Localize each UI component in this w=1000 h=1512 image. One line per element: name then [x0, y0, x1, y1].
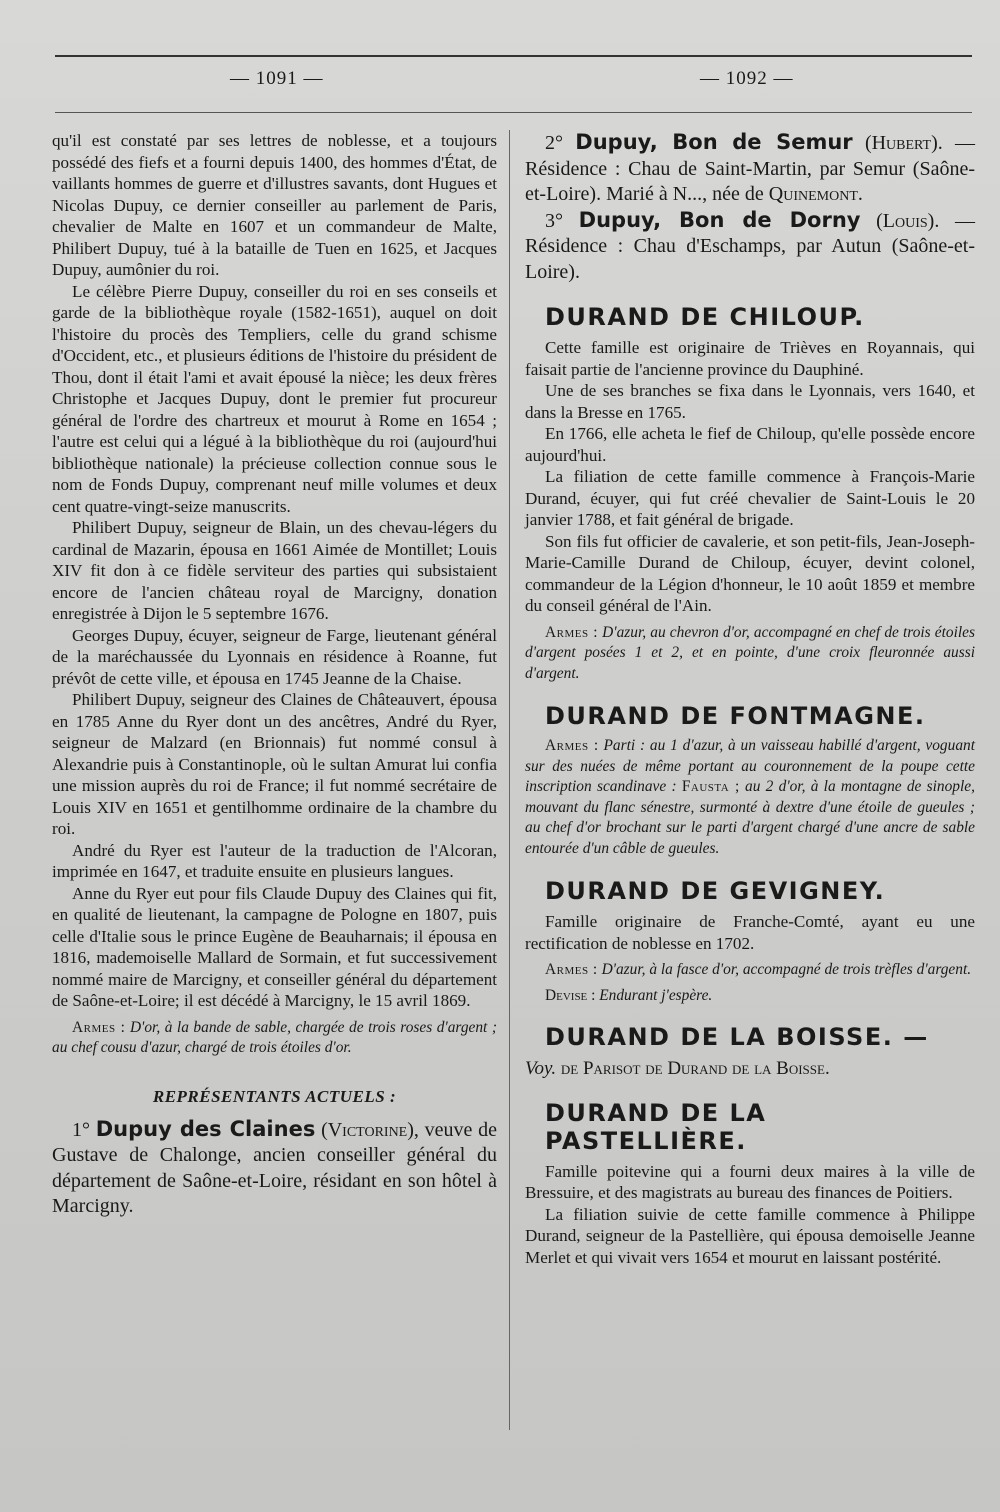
paragraph: André du Ryer est l'auteur de la traduction de l'Alcoran, imprimée en 1647, et traduite ensuite en plusieurs langues. — [52, 840, 497, 881]
section-title: DURAND DE LA BOISSE. — — [545, 1022, 929, 1051]
header-rule — [55, 112, 972, 113]
representative-entry — [525, 208, 975, 286]
motto-text: Endurant j'espère. — [599, 986, 713, 1004]
arms-text: au 2 d'or, à la montagne de sinople, mouvant du flanc sénestre, surmonté à dextre d'une étoile de gueules ; au chef d'or brochant sur le parti d'argent chargé d'une ancre de sable entourée d'un câble de gueules. — [525, 778, 975, 857]
paragraph: Georges Dupuy, écuyer, seigneur de Farge, lieutenant général de la maréchaussée du Lyonnais en résidence à Roanne, fut prévôt de cette ville, et épousa en 1745 Jeanne de la Chaise. — [52, 625, 497, 688]
representative-entry — [52, 1117, 497, 1220]
paragraph: Famille poitevine qui a fourni deux maires à la ville de Bressuire, et des magistrats au bureau des finances de Poitiers. — [525, 1161, 975, 1202]
representative-entry — [525, 130, 975, 208]
motto-label: Devise : — [545, 986, 596, 1004]
arms-text: D'or, à la bande de sable, chargée de trois roses d'argent ; au chef cousu d'azur, chargé de trois étoiles d'or. — [52, 1018, 497, 1056]
reference-text: de Parisot de Durand de la Boisse. — [560, 1057, 830, 1079]
rep-number: 1° — [72, 1118, 90, 1141]
rep-text: veuve de Gustave de Chalonge, ancien conseiller général du département de Saône-et-Loire, résidant en son hôtel à Marcigny. — [52, 1118, 498, 1217]
arms-blazon — [525, 736, 975, 859]
motto — [525, 987, 975, 1005]
paragraph: Cette famille est originaire de Trièves en Royannais, qui faisait partie de l'ancienne province du Dauphiné. — [525, 338, 975, 379]
paragraph: Le célèbre Pierre Dupuy, conseiller du roi en ses conseils et garde de la bibliothèque royale (1582-1651), auquel on doit l'histoire du procès des Templiers, celle du grand schisme d'Occident, etc., et plusieurs éditions de l'histoire du président de Thou, dont il était l'ami et avait épousé la nièce; les deux frères Christophe et Jacques Dupuy, dont le premier fut procureur général de l'ordre des chartreux et mourut à Rome en 1654 ; l'autre est celui qui a légué à la bibliothèque du roi (aujourd'hui bibliothèque nationale) la précieuse collection connue sous le nom de Fonds Dupuy, comprenant neuf mille volumes et deux cent quatre-vingt-seize manuscrits. — [52, 281, 497, 516]
paragraph: En 1766, elle acheta le fief de Chiloup, qu'elle possède encore aujourd'hui. — [525, 424, 975, 465]
arms-label: Armes : — [545, 961, 598, 978]
rep-text: Résidence : Chau d'Eschamps, par Autun (Saône-et-Loire). — [525, 235, 975, 283]
arms-blazon — [525, 960, 975, 981]
arms-blazon — [525, 623, 975, 685]
right-page-number: — 1092 — — [700, 68, 794, 89]
inscription: Fausta ; — [681, 778, 740, 795]
paragraph: Famille originaire de Franche-Comté, ayant eu une rectification de noblesse en 1702. — [525, 912, 975, 953]
paragraph: Son fils fut officier de cavalerie, et son petit-fils, Jean-Joseph-Marie-Camille Durand de Chiloup, écuyer, devint colonel, commandeur de la Légion d'honneur, le 10 août 1859 et membre du conseil général de l'Ain. — [525, 531, 975, 615]
section-title: DURAND DE FONTMAGNE. — [545, 702, 926, 730]
rep-name: Dupuy des Claines — [95, 1116, 316, 1141]
arms-label: Armes : — [545, 623, 599, 641]
arms-text: Parti : au 1 d'azur, à un vaisseau habillé d'argent, voguant sur des nuées de même portant au couronnement de la poupe cette inscription scandinave : — [525, 737, 975, 795]
right-column — [525, 130, 975, 1268]
top-rule — [55, 55, 972, 57]
rep-number: 3° — [545, 209, 563, 232]
arms-blazon — [52, 1018, 497, 1059]
rep-number: 2° — [545, 132, 563, 154]
arms-label: Armes : — [72, 1018, 126, 1036]
paragraph: La filiation suivie de cette famille commence à Philippe Durand, seigneur de la Pastellière, qui épousa demoiselle Jeanne Merlet et qui vivait vers 1654 et mourut en laissant postérité. — [525, 1204, 975, 1267]
rep-firstname: (Hubert). — — [864, 132, 976, 154]
paragraph: Philibert Dupuy, seigneur des Claines de Châteauvert, épousa en 1785 Anne du Ryer dont un des ancêtres, André du Ryer, seigneur de Malzard (en Brionnais) fut nommé consul à Alexandrie puis à Constantinople, où le sultan Amurat lui confia une mission auprès du roi de France; il fut nommé secrétaire de Louis XIV en 1651 et gentilhomme ordinaire de la chambre du roi. — [52, 690, 497, 838]
rep-firstname: (Louis). — — [876, 209, 975, 232]
paragraph: Philibert Dupuy, seigneur de Blain, un des chevau-légers du cardinal de Mazarin, épousa en 1661 Aimée de Montillet; Louis XIV fit don à ce fidèle serviteur des parties qui subsistaient encore de l'ancien château royal de Marcigny, donation enregistrée à Dijon le 5 septembre 1676. — [52, 518, 497, 623]
left-column — [52, 130, 497, 1220]
rep-name: Dupuy, Bon de Dorny — [578, 207, 861, 232]
representatives-title: REPRÉSENTANTS ACTUELS : — [152, 1086, 397, 1106]
paragraph: Une de ses branches se fixa dans le Lyonnais, vers 1640, et dans la Bresse en 1765. — [525, 381, 975, 422]
see-label: Voy. — [525, 1057, 557, 1079]
rep-spouse: Quinemont. — [768, 183, 863, 205]
rep-firstname: (Victorine), — [321, 1118, 419, 1141]
section-title: DURAND DE GEVIGNEY. — [545, 877, 886, 905]
paragraph: La filiation de cette famille commence à François-Marie Durand, écuyer, qui fut créé chevalier de Saint-Louis le 20 janvier 1788, et fait général de brigade. — [525, 467, 975, 529]
rep-name: Dupuy, Bon de Semur — [575, 130, 853, 154]
arms-text: D'azur, au chevron d'or, accompagné en chef de trois étoiles d'argent posées 1 et 2, et en pointe, d'une croix fleuronnée aussi d'argent. — [525, 623, 975, 682]
section-title: DURAND DE LA PASTELLIÈRE. — [545, 1098, 767, 1155]
section-title: DURAND DE CHILOUP. — [545, 303, 865, 331]
arms-label: Armes : — [545, 737, 599, 754]
column-divider — [509, 130, 510, 1430]
cross-reference — [525, 1057, 975, 1081]
left-page-number: — 1091 — — [230, 68, 324, 89]
paragraph: Anne du Ryer eut pour fils Claude Dupuy des Claines qui fit, en qualité de lieutenant, la campagne de Pologne en 1807, puis celle d'Italie sous le prince Eugène de Beauharnais; il épousa en 1816, mademoiselle Mallard de Sormain, et fut successivement nommé maire de Marcigny, et conseiller général du département de Saône-et-Loire; il est décédé à Marcigny, le 15 avril 1869. — [52, 883, 497, 1010]
rep-text: Résidence : Chau de Saint-Martin, par Semur (Saône-et-Loire). Marié à N..., née de — [525, 157, 975, 205]
paragraph: qu'il est constaté par ses lettres de noblesse, et a toujours possédé des fiefs et a fourni depuis 1400, des hommes d'État, de vaillants hommes de guerre et d'illustres savants, dont Hugues et Nicolas Dupuy, ce dernier conseiller au parlement de Paris, chevalier de Malte en 1607 et un commandeur de Malte, Philibert Dupuy, tué à la bataille de Tuen en 1625, et Jacques Dupuy, aumônier du roi. — [52, 131, 497, 279]
arms-text: D'azur, à la fasce d'or, accompagné de trois trèfles d'argent. — [601, 961, 972, 978]
